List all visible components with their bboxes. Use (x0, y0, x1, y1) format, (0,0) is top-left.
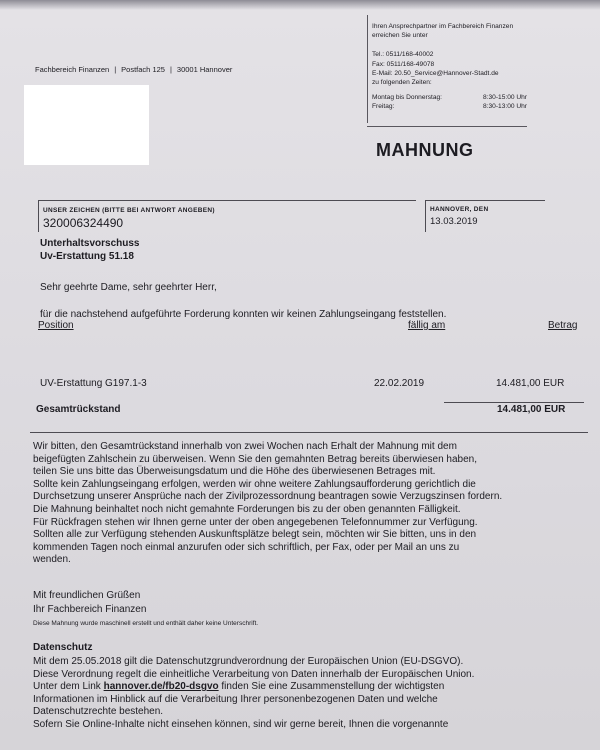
date-box-left (425, 200, 426, 232)
table-row-amount: 14.481,00 EUR (496, 378, 565, 389)
body-line: Sollten alle zur Verfügung stehenden Auskunftsplätze belegt sein, möchten wir Sie bitten, uns in den (33, 529, 477, 541)
sender-department: Fachbereich Finanzen (35, 65, 110, 74)
reference-number: 320006324490 (43, 216, 124, 230)
contact-hours-row (372, 93, 527, 102)
privacy-line: Sofern Sie Online-Inhalte nicht einsehen können, sind wir gerne bereit, Ihnen die vorgenannte (33, 718, 449, 730)
document-title: MAHNUNG (376, 140, 474, 160)
contact-box (372, 22, 527, 112)
privacy-link-suffix: finden Sie eine Zusammenstellung der wichtigsten (218, 681, 445, 693)
contact-divider-vertical (367, 15, 368, 123)
body-line: Wir bitten, den Gesamtrückstand innerhalb von zwei Wochen nach Erhalt der Mahnung mit dem (33, 441, 457, 452)
contact-hours-row (372, 102, 527, 111)
hours-time: 8:30-15:00 Uhr (483, 94, 527, 102)
body-line: beigefügten Zahlschein zu überweisen. Wenn Sie den gemahnten Betrag bereits überwiesen haben, (33, 453, 477, 465)
column-header-amount: Betrag (548, 320, 578, 331)
total-amount: 14.481,00 EUR (497, 404, 566, 415)
contact-divider-horizontal (367, 126, 527, 127)
privacy-text (33, 656, 593, 732)
reference-box-left (38, 200, 39, 232)
table-row-due: 22.02.2019 (374, 378, 425, 389)
privacy-line: Diese Verordnung regelt die einheitliche Verarbeitung von Daten innerhalb der Europäischen Union. (33, 668, 475, 680)
privacy-line: Datenschutzrechte bestehen. (33, 706, 164, 718)
body-line: Sollte kein Zahlungseingang erfolgen, werden wir ohne weitere Zahlungsaufforderung gerichtlich die (33, 478, 476, 490)
section-divider (30, 432, 588, 433)
subject-line-2: Uv-Erstattung 51.18 (40, 251, 134, 262)
column-header-position: Position (38, 320, 74, 331)
body-line: wenden. (33, 554, 71, 566)
body-line: Für Rückfragen stehen wir Ihnen gerne unter der oben angegebenen Telefonnummer zur Verfügung. (33, 516, 478, 528)
salutation: Sehr geehrte Dame, sehr geehrter Herr, (40, 282, 217, 293)
body-line: teilen Sie uns bitte das Überweisungsdatum und die Höhe des überwiesenen Betrages mit. (33, 466, 436, 478)
scan-shadow (0, 0, 600, 10)
contact-phone: Tel.: 0511/168-40002 (372, 51, 434, 59)
body-line: Durchsetzung unserer Ansprüche nach der Zivilprozessordnung beantragen sowie Verzugszinsen fordern. (33, 491, 503, 503)
hours-days: Freitag: (372, 103, 395, 111)
machine-note: Diese Mahnung wurde maschinell erstellt und enthält daher keine Unterschrift. (33, 620, 259, 627)
contact-hours-label: zu folgenden Zeiten: (372, 79, 432, 87)
redacted-recipient-address (24, 85, 149, 165)
closing-greeting: Mit freundlichen Grüßen (33, 590, 141, 601)
privacy-link[interactable]: hannover.de/fb20-dsgvo (103, 681, 219, 693)
letter-date: 13.03.2019 (430, 216, 478, 227)
date-label: HANNOVER, DEN (430, 206, 489, 213)
sum-divider (444, 402, 584, 403)
body-line: Die Mahnung beinhaltet noch nicht gemahnte Forderungen bis zu der oben genannten Fälligkeit. (33, 503, 461, 515)
body-paragraph (33, 441, 589, 567)
date-box-top (425, 200, 545, 201)
contact-email: E-Mail: 20.50_Service@Hannover-Stadt.de (372, 69, 499, 77)
privacy-line: Informationen im Hinblick auf die Verarbeitung Ihrer personenbezogenen Daten und welche (33, 693, 438, 705)
body-line: kommenden Tagen noch einmal anzurufen oder sich schriftlich, per Fax, oder per Mail an uns zu (33, 541, 460, 553)
contact-fax: Fax: 0511/168-49078 (372, 60, 435, 68)
table-row-position: UV-Erstattung G197.1-3 (40, 378, 147, 389)
contact-heading-2: erreichen Sie unter (372, 32, 428, 40)
privacy-line: Mit dem 25.05.2018 gilt die Datenschutzgrundverordnung der Europäischen Union (EU-DSGVO). (33, 656, 464, 667)
subject-line-1: Unterhaltsvorschuss (40, 238, 140, 249)
reference-box-top (38, 200, 416, 201)
closing-signature: Ihr Fachbereich Finanzen (33, 604, 147, 615)
hours-time: 8:30-13:00 Uhr (483, 103, 527, 111)
sender-city: 30001 Hannover (176, 65, 233, 74)
privacy-title: Datenschutz (33, 642, 93, 653)
reference-label: UNSER ZEICHEN (BITTE BEI ANTWORT ANGEBEN) (43, 207, 215, 214)
hours-days: Montag bis Donnerstag: (372, 94, 443, 102)
privacy-line-link (33, 681, 593, 694)
sender-address: Fachbereich Finanzen | Postfach 125 | 30001 Hannover (35, 65, 233, 74)
privacy-link-prefix: Unter dem Link (33, 681, 104, 693)
intro-text: für die nachstehend aufgeführte Forderung konnten wir keinen Zahlungseingang feststellen. (40, 309, 447, 320)
column-header-due: fällig am (408, 320, 446, 331)
sender-postbox: Postfach 125 (121, 65, 165, 74)
total-label: Gesamtrückstand (36, 404, 121, 415)
contact-heading-1: Ihren Ansprechpartner im Fachbereich Finanzen (372, 23, 514, 30)
